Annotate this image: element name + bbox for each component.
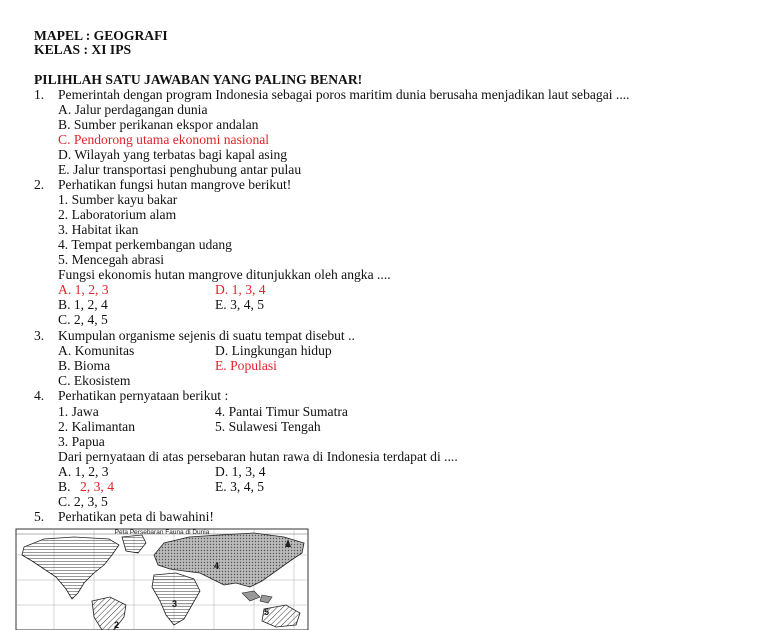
q4-item: 2. Kalimantan xyxy=(58,419,136,434)
q4-text: Perhatikan pernyataan berikut : xyxy=(58,388,229,403)
world-fauna-map xyxy=(14,525,314,630)
q1-option-b: B. Sumber perikanan ekspor andalan xyxy=(58,117,259,132)
q2-item: 1. Sumber kayu bakar xyxy=(58,192,178,207)
q2-text: Perhatikan fungsi hutan mangrove berikut! xyxy=(58,177,292,192)
q1-option-a: A. Jalur perdagangan dunia xyxy=(58,102,208,117)
q2-item: 5. Mencegah abrasi xyxy=(58,252,165,267)
q5-text: Perhatikan peta di bawahini! xyxy=(58,509,214,524)
q2-item: 2. Laboratorium alam xyxy=(58,207,177,222)
class-label: KELAS : XI IPS xyxy=(34,42,132,57)
q2-item: 3. Habitat ikan xyxy=(58,222,139,237)
q1-option-c-answer: C. Pendorong utama ekonomi nasional xyxy=(58,132,270,147)
q3-option-d: D. Lingkungan hidup xyxy=(215,343,332,358)
q5-number: 5. xyxy=(34,509,45,524)
q4-question: Dari pernyataan di atas persebaran hutan rawa di Indonesia terdapat di .... xyxy=(58,449,458,464)
q4-item: 4. Pantai Timur Sumatra xyxy=(215,404,348,419)
q4-option-c: C. 2, 3, 5 xyxy=(58,494,108,509)
q2-option-b: B. 1, 2, 4 xyxy=(58,297,108,312)
q2-question: Fungsi ekonomis hutan mangrove ditunjukkan oleh angka .... xyxy=(58,267,391,282)
q2-option-a-answer: A. 1, 2, 3 xyxy=(58,282,109,297)
map-region-label: 3 xyxy=(172,599,178,609)
q4-option-a: A. 1, 2, 3 xyxy=(58,464,109,479)
q4-item: 3. Papua xyxy=(58,434,105,449)
q4-number: 4. xyxy=(34,388,45,403)
q3-text: Kumpulan organisme sejenis di suatu tempat disebut .. xyxy=(58,328,355,343)
q4-option-e: E. 3, 4, 5 xyxy=(215,479,265,494)
q2-item: 4. Tempat perkembangan udang xyxy=(58,237,232,252)
q4-option-b-answer: 2, 3, 4 xyxy=(80,479,114,494)
map-region-label: 2 xyxy=(114,620,120,630)
q2-number: 2. xyxy=(34,177,45,192)
q4-item: 1. Jawa xyxy=(58,404,99,419)
q4-item: 5. Sulawesi Tengah xyxy=(215,419,321,434)
world-map-graphic xyxy=(14,525,314,630)
q4-option-b-letter: B. xyxy=(58,479,71,494)
q2-option-e: E. 3, 4, 5 xyxy=(215,297,265,312)
map-region-label: 5 xyxy=(264,607,270,617)
map-title: Peta Persebaran Fauna di Dunia xyxy=(114,529,210,536)
subject-label: MAPEL : GEOGRAFI xyxy=(34,28,168,43)
q3-option-a: A. Komunitas xyxy=(58,343,135,358)
q4-option-d: D. 1, 3, 4 xyxy=(215,464,266,479)
q2-option-d-answer: D. 1, 3, 4 xyxy=(215,282,266,297)
q2-option-c: C. 2, 4, 5 xyxy=(58,312,108,327)
q3-option-b: B. Bioma xyxy=(58,358,111,373)
map-region-label: 4 xyxy=(214,561,220,571)
q3-number: 3. xyxy=(34,328,45,343)
q3-option-c: C. Ekosistem xyxy=(58,373,131,388)
instruction-heading: PILIHLAH SATU JAWABAN YANG PALING BENAR! xyxy=(34,72,363,87)
q1-option-e: E. Jalur transportasi penghubung antar pulau xyxy=(58,162,302,177)
q1-option-d: D. Wilayah yang terbatas bagi kapal asing xyxy=(58,147,288,162)
q1-text: Pemerintah dengan program Indonesia sebagai poros maritim dunia berusaha menjadikan laut sebagai .... xyxy=(58,87,630,102)
q1-number: 1. xyxy=(34,87,45,102)
q3-option-e-answer: E. Populasi xyxy=(215,358,277,373)
